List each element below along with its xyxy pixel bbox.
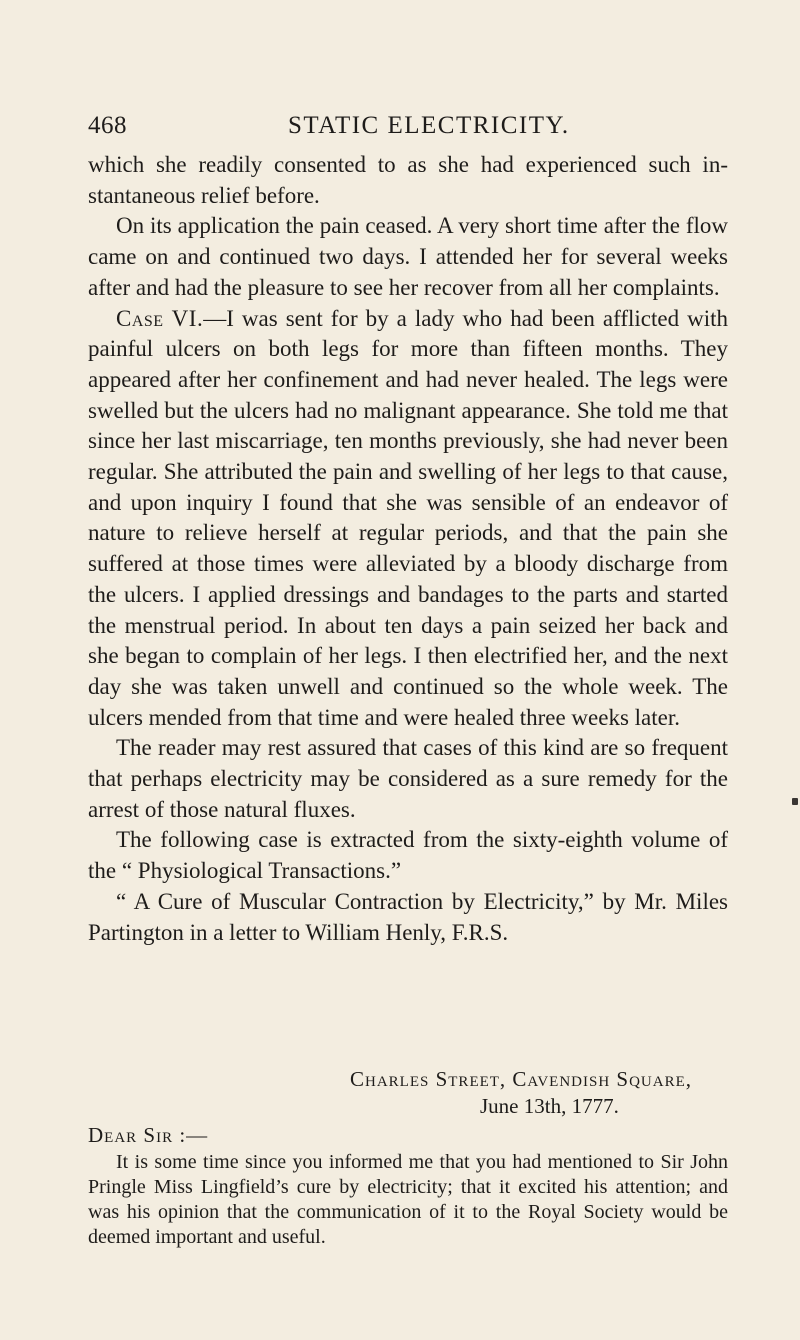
paragraph-case-vi	[88, 304, 728, 734]
paragraph-pain-ceased: On its application the pain ceased. A very short time after the flow came on and continued two days. I attended her for several weeks after and had the pleasure to see her recover from all her complaints.	[88, 213, 728, 300]
letter-date: June 13th, 1777.	[480, 1094, 619, 1118]
page-number: 468	[88, 112, 127, 139]
paragraph-cure-title: “ A Cure of Muscular Contraction by Electricity,” by Mr. Miles Partington in a letter to William Henly, F.R.S.	[88, 888, 728, 945]
letter-heading	[350, 1066, 750, 1120]
paragraph-continuation: which she readily consented to as she had experienced such instantaneous relief before.	[88, 152, 728, 208]
running-head	[88, 112, 728, 146]
case-label: Case VI.	[116, 305, 204, 331]
letter-address: Charles Street, Cavendish Square,	[350, 1067, 693, 1091]
paragraph-reader-assured: The reader may rest assured that cases of this kind are so frequent that perhaps electricity may be considered as a sure remedy for the arrest of those natural fluxes.	[88, 735, 728, 822]
case-vi-text: —I was sent for by a lady who had been afflicted with painful ulcers on both legs for more than fifteen months. They appeared after her confinement and had never healed. The legs were swelled but the ulcers had no malignant appearance. She told me that since her last miscarriage, ten months previously, she had never been regular. She attributed the pain and swelling of her legs to that cause, and upon inquiry I found that she was sensible of an endeavor of nature to relieve herself at regular periods, and that the pain she suffered at those times were alleviated by a bloody discharge from the ulcers. I applied dressings and bandages to the parts and started the menstrual period. In about ten days a pain seized her back and she began to complain of her legs. I then electrified her, and the next day she was taken unwell and continued so the whole week. The ulcers mended from that time and were healed three weeks later.	[88, 305, 729, 730]
letter-text: It is some time since you informed me that you had mentioned to Sir John Pringle Miss Lingfield’s cure by electricity; that it excited his attention; and was his opinion that the communication of it to the Royal Society would be deemed important and useful.	[88, 1151, 728, 1248]
body-text	[88, 150, 728, 948]
running-title: STATIC ELECTRICITY.	[288, 112, 570, 139]
letter-salutation: Dear Sir :—	[88, 1123, 209, 1147]
paragraph-following-case: The following case is extracted from the sixty-eighth volume of the “ Physiological Transactions.”	[88, 827, 728, 884]
margin-ink-mark	[792, 798, 798, 805]
